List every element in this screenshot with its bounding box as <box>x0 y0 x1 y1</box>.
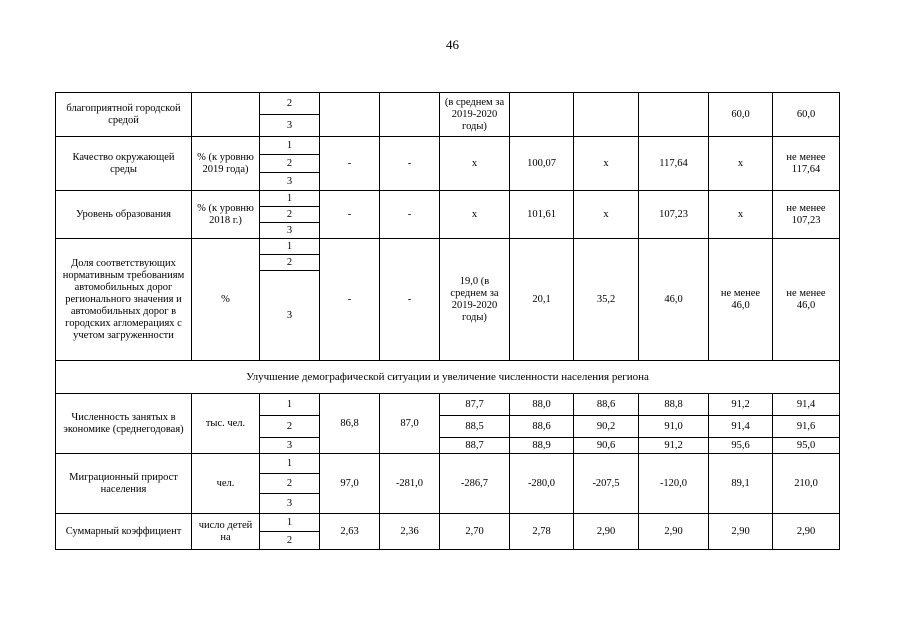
value-cell: 117,64 <box>639 137 709 191</box>
value-cell: -286,7 <box>440 454 510 514</box>
value-cell: 95,6 <box>709 438 773 454</box>
value-cell <box>639 93 709 137</box>
value-cell: 89,1 <box>709 454 773 514</box>
value-cell: 20,1 <box>510 239 574 361</box>
scenario-cell: 3 <box>260 115 320 137</box>
value-cell: не менее 107,23 <box>773 191 840 239</box>
value-cell: 87,0 <box>380 394 440 454</box>
value-cell: 88,9 <box>510 438 574 454</box>
value-cell: 2,70 <box>440 514 510 550</box>
scenario-cell: 3 <box>260 173 320 191</box>
value-cell: 2,36 <box>380 514 440 550</box>
scenario-cell: 1 <box>260 137 320 155</box>
value-cell: не менее 46,0 <box>773 239 840 361</box>
value-cell: 90,6 <box>574 438 639 454</box>
unit-cell: число детей на <box>192 514 260 550</box>
indicator-name: Уровень образования <box>56 191 192 239</box>
indicator-name: Доля соответствующих нормативным требованиям автомобильных дорог регионального значения и автомобильных дорог в городских агломерациях с учетом загруженности <box>56 239 192 361</box>
value-cell: 60,0 <box>709 93 773 137</box>
value-cell: -120,0 <box>639 454 709 514</box>
indicator-name: Качество окружающей среды <box>56 137 192 191</box>
scenario-cell: 1 <box>260 191 320 207</box>
scenario-cell: 3 <box>260 271 320 361</box>
value-cell: - <box>320 191 380 239</box>
value-cell: 87,7 <box>440 394 510 416</box>
unit-cell <box>192 93 260 137</box>
page-number: 46 <box>446 37 459 52</box>
unit-cell: % (к уровню 2019 года) <box>192 137 260 191</box>
value-cell: 91,6 <box>773 416 840 438</box>
value-cell: 2,78 <box>510 514 574 550</box>
value-cell: 2,90 <box>639 514 709 550</box>
value-cell: 60,0 <box>773 93 840 137</box>
unit-cell: чел. <box>192 454 260 514</box>
scenario-cell: 1 <box>260 514 320 532</box>
value-cell: 88,6 <box>510 416 574 438</box>
value-cell: - <box>380 191 440 239</box>
value-cell <box>510 93 574 137</box>
value-cell: 88,7 <box>440 438 510 454</box>
scenario-cell: 2 <box>260 207 320 223</box>
value-cell: 95,0 <box>773 438 840 454</box>
value-cell: 90,2 <box>574 416 639 438</box>
value-cell: не менее 46,0 <box>709 239 773 361</box>
unit-cell: % <box>192 239 260 361</box>
scenario-cell: 1 <box>260 454 320 474</box>
scenario-cell: 1 <box>260 239 320 255</box>
value-cell <box>574 93 639 137</box>
value-cell: 88,6 <box>574 394 639 416</box>
value-cell: 35,2 <box>574 239 639 361</box>
indicator-table <box>55 92 840 550</box>
value-cell: 2,90 <box>773 514 840 550</box>
value-cell: 91,4 <box>773 394 840 416</box>
value-cell: - <box>320 239 380 361</box>
indicator-name: Численность занятых в экономике (среднегодовая) <box>56 394 192 454</box>
value-cell: 97,0 <box>320 454 380 514</box>
scenario-cell: 2 <box>260 155 320 173</box>
value-cell <box>320 93 380 137</box>
value-cell: - <box>320 137 380 191</box>
value-cell: 100,07 <box>510 137 574 191</box>
scenario-cell: 3 <box>260 494 320 514</box>
scenario-cell: 3 <box>260 438 320 454</box>
value-cell: 2,90 <box>709 514 773 550</box>
value-cell: 86,8 <box>320 394 380 454</box>
value-cell: 91,2 <box>639 438 709 454</box>
value-cell: 88,0 <box>510 394 574 416</box>
value-cell: 19,0 (в среднем за 2019-2020 годы) <box>440 239 510 361</box>
scenario-cell: 2 <box>260 532 320 550</box>
value-cell: 46,0 <box>639 239 709 361</box>
value-cell: x <box>709 191 773 239</box>
value-cell: -280,0 <box>510 454 574 514</box>
scenario-cell: 3 <box>260 223 320 239</box>
value-cell: x <box>574 137 639 191</box>
scenario-cell: 2 <box>260 255 320 271</box>
value-cell: не менее 117,64 <box>773 137 840 191</box>
section-heading: Улучшение демографической ситуации и увеличение численности населения региона <box>56 361 840 394</box>
value-cell: x <box>440 191 510 239</box>
value-cell: 91,2 <box>709 394 773 416</box>
value-cell <box>380 93 440 137</box>
indicator-name: Суммарный коэффициент <box>56 514 192 550</box>
value-cell: x <box>709 137 773 191</box>
value-cell: 91,4 <box>709 416 773 438</box>
indicator-name: Миграционный прирост населения <box>56 454 192 514</box>
indicator-name: благоприятной городской средой <box>56 93 192 137</box>
value-cell: 88,8 <box>639 394 709 416</box>
value-cell: 2,63 <box>320 514 380 550</box>
value-cell: 2,90 <box>574 514 639 550</box>
value-cell: 210,0 <box>773 454 840 514</box>
value-cell: -281,0 <box>380 454 440 514</box>
value-cell: x <box>574 191 639 239</box>
value-cell: (в среднем за 2019-2020 годы) <box>440 93 510 137</box>
scenario-cell: 2 <box>260 416 320 438</box>
scenario-cell: 2 <box>260 474 320 494</box>
scenario-cell: 1 <box>260 394 320 416</box>
value-cell: 91,0 <box>639 416 709 438</box>
value-cell: -207,5 <box>574 454 639 514</box>
value-cell: 88,5 <box>440 416 510 438</box>
scenario-cell: 2 <box>260 93 320 115</box>
value-cell: x <box>440 137 510 191</box>
value-cell: - <box>380 239 440 361</box>
value-cell: - <box>380 137 440 191</box>
unit-cell: % (к уровню 2018 г.) <box>192 191 260 239</box>
value-cell: 101,61 <box>510 191 574 239</box>
value-cell: 107,23 <box>639 191 709 239</box>
unit-cell: тыс. чел. <box>192 394 260 454</box>
